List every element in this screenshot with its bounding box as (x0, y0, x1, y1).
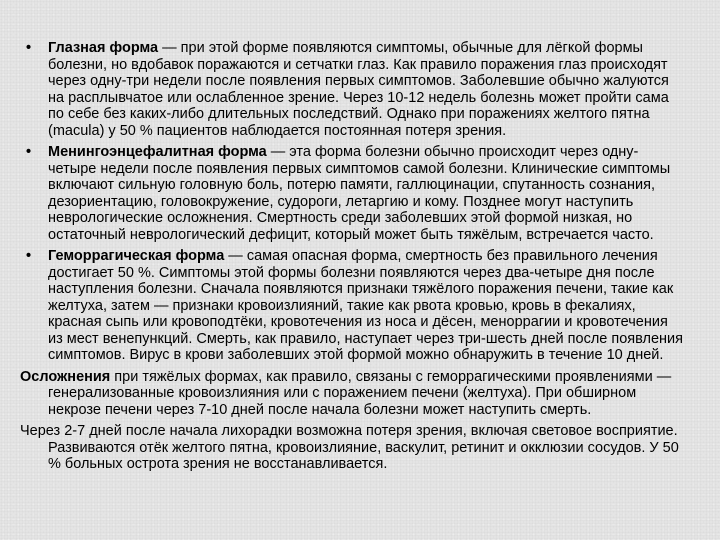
complications-text: при тяжёлых формах, как правило, связаны с геморрагическими проявлениями — генерализованные кровоизлияния или с поражением печени (желтуха). При обширном некрозе печени через 7-10 дней после начала болезни может наступить смерть. (48, 368, 672, 418)
item-title: Геморрагическая форма (48, 248, 225, 264)
item-text: — эта форма болезни обычно происходит через одну-четыре недели после появления первых симптомов самой болезни. Клинические симптомы включают сильную головную боль, потерю памяти, галлюцинации, спутанность сознания, дезориентацию, головокружение, судороги, летаргию и кому. Позднее могут наступить неврологические осложнения. Смертность среди заболевших этой формой низкая, но остаточный неврологический дефицит, который может быть тяжёлым, встречается часто. (48, 144, 671, 243)
vision-text: Через 2-7 дней после начала лихорадки возможна потеря зрения, включая световое восприятие. Развиваются отёк желтого пятна, кровоизлияние, васкулит, ретинит и окклюзии сосудов. У 50 % больных острота зрения не восстанавливается. (20, 423, 679, 472)
list-item-ocular-form (20, 40, 684, 139)
list-item-meningoencephalitic-form (20, 144, 684, 243)
vision-loss-paragraph (20, 423, 684, 473)
item-title: Менингоэнцефалитная форма (48, 144, 267, 160)
list-item-hemorrhagic-form (20, 248, 684, 364)
complications-title: Осложнения (20, 368, 111, 385)
item-text: — при этой форме появляются симптомы, обычные для лёгкой формы болезни, но вдобавок поражаются и сетчатки глаз. Как правило поражения глаз происходят через одну-три недели после появления первых симптомов. Заболевшие обычно жалуются на расплывчатое или ослабленное зрение. Через 10-12 недель болезнь может пройти сама по себе без каких-либо длительных последствий. Однако при поражениях желтого пятна (macula) у 50 % пациентов наблюдается постоянная потеря зрения. (48, 40, 669, 139)
item-text: — самая опасная форма, смертность без правильного лечения достигает 50 %. Симптомы этой формы болезни появляются через два-четыре дня после наступления болезни. Сначала появляются признаки тяжёлого поражения печени, такие как желтуха, затем — признаки кровоизлияний, такие как рвота кровью, кровь в фекалиях, красная сыпь или кровоподтёки, кровотечения из носа и дёсен, меноррагии и кровотечения из мест венепункций. Смерть, как правило, наступает через три-шесть дней после появления симптомов. Вирус в крови заболевших этой формой можно обнаружить в течение 10 дней. (48, 248, 684, 363)
bullet-icon: • (26, 248, 32, 264)
text-body (20, 40, 684, 478)
bullet-icon: • (26, 40, 32, 56)
complications-paragraph (20, 369, 684, 419)
item-title: Глазная форма (48, 40, 159, 56)
bullet-icon: • (26, 144, 32, 160)
